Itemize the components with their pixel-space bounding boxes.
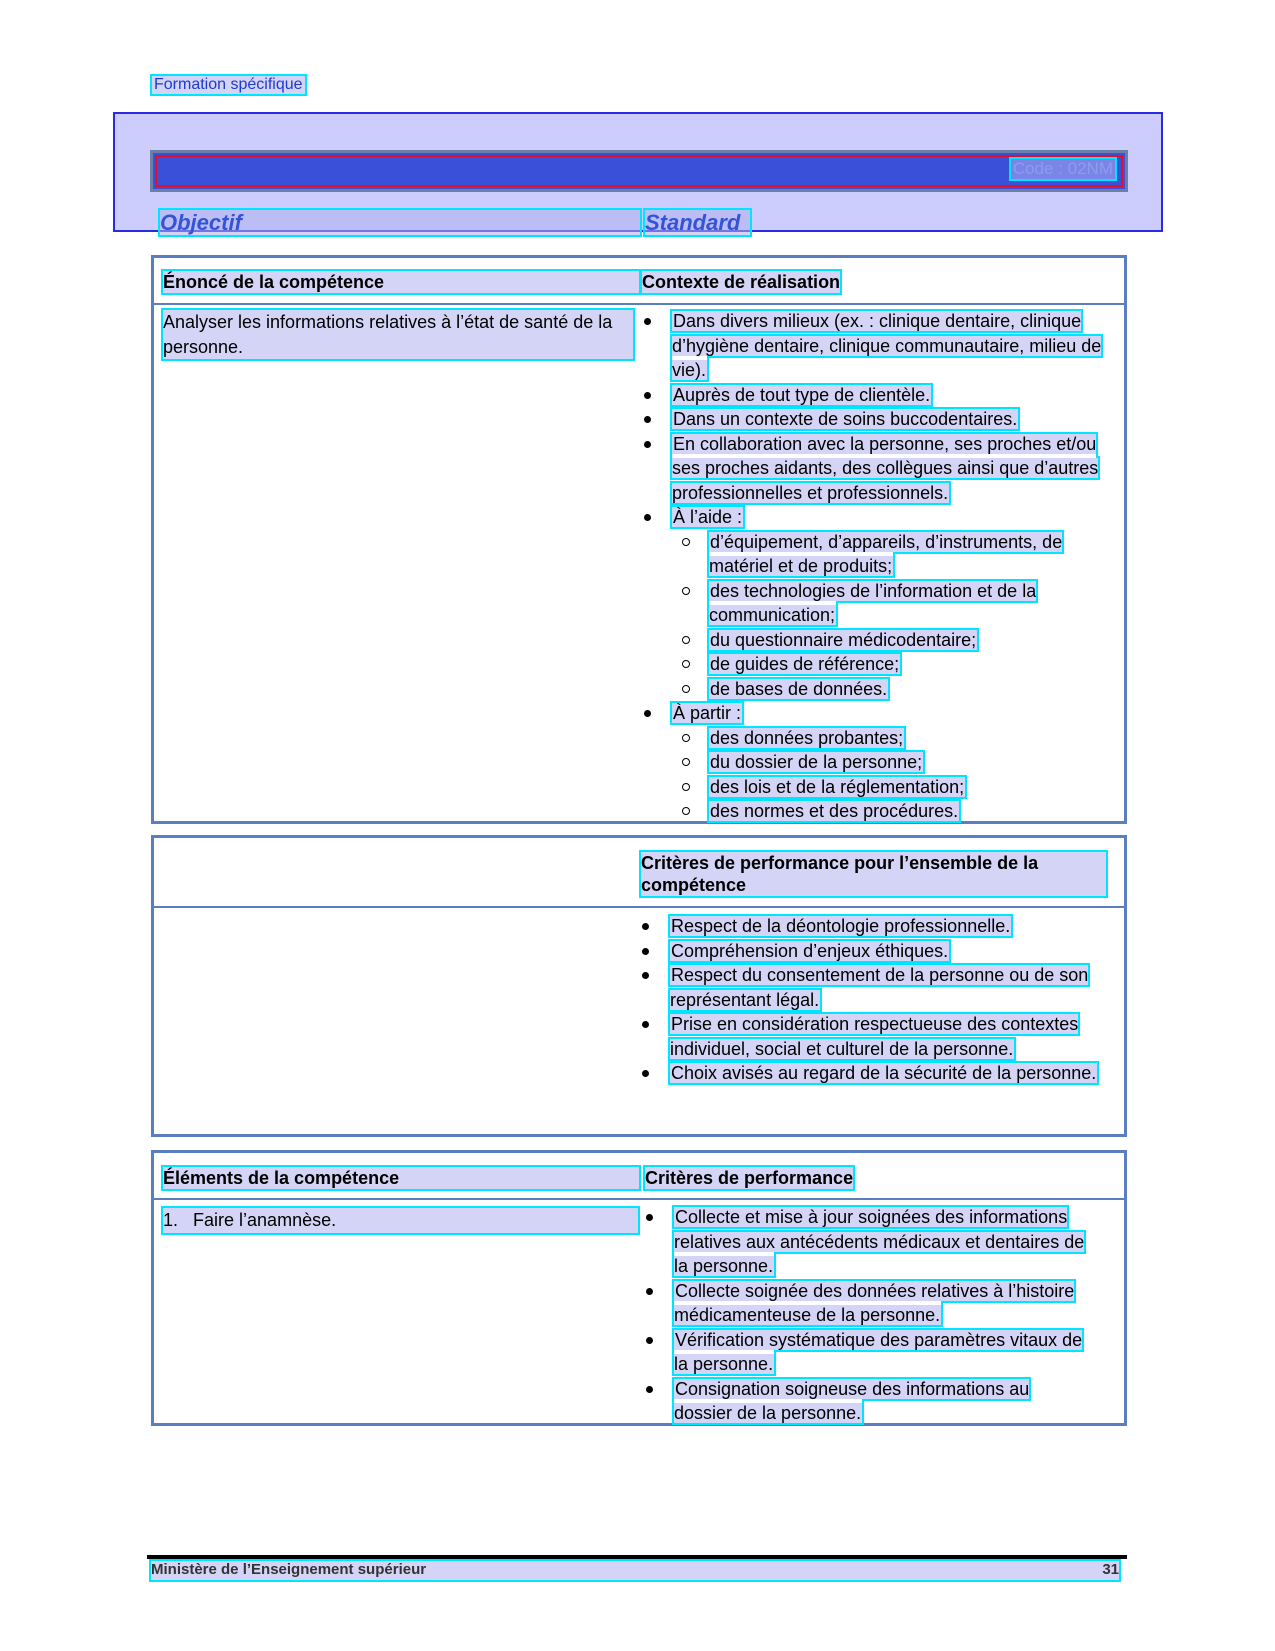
list-item-text: de bases de données.	[710, 678, 888, 699]
bullet-icon	[646, 1288, 653, 1295]
competency-statement-box	[151, 255, 1127, 824]
context-item	[644, 309, 1116, 383]
list-item-text: du dossier de la personne;	[710, 752, 923, 772]
context-subitem	[672, 750, 1116, 775]
list-item-text: Prise en considération respectueuse des contextes individuel, social et culturel de la personne.	[670, 1014, 1079, 1059]
bullet-icon	[644, 710, 651, 717]
bullet-icon	[644, 416, 651, 423]
circle-bullet-icon	[682, 807, 690, 815]
criteria-item	[642, 1061, 1116, 1086]
circle-bullet-icon	[682, 660, 690, 668]
ministry-name: Ministère de l’Enseignement supérieur	[151, 1561, 427, 1578]
context-list	[644, 309, 1116, 824]
circle-bullet-icon	[682, 758, 690, 766]
bullet-icon	[642, 1021, 649, 1028]
list-item-text: À partir :	[673, 703, 742, 723]
list-item-text: Vérification systématique des paramètres vitaux de la personne.	[674, 1329, 1083, 1374]
statement-header: Énoncé de la compétence	[163, 271, 639, 293]
context-subitem	[672, 677, 1116, 702]
criteria-item	[646, 1205, 1086, 1279]
bullet-icon	[642, 923, 649, 930]
criteria-item	[646, 1377, 1086, 1426]
list-item-text: En collaboration avec la personne, ses proches et/ou ses proches aidants, des collègues ainsi que d’autres professionnelles et professionnels.	[672, 433, 1099, 503]
circle-bullet-icon	[682, 636, 690, 644]
bullet-icon	[646, 1386, 653, 1393]
context-subitem	[672, 628, 1116, 653]
code-bar	[150, 150, 1128, 192]
circle-bullet-icon	[682, 587, 690, 595]
elements-box	[151, 1150, 1127, 1426]
context-item	[644, 701, 1116, 824]
bullet-icon	[644, 318, 651, 325]
context-item	[644, 407, 1116, 432]
list-item-text: Compréhension d’enjeux éthiques.	[671, 940, 949, 961]
context-subitem	[672, 775, 1116, 800]
context-subitem	[672, 726, 1116, 751]
running-head: Formation spécifique	[154, 76, 303, 93]
page-number: 31	[1102, 1561, 1119, 1578]
element-item	[163, 1208, 638, 1233]
list-item-text: des lois et de la réglementation;	[710, 776, 965, 797]
list-item-text: À l’aide :	[673, 507, 743, 527]
context-header: Contexte de réalisation	[642, 272, 841, 292]
criteria-item	[642, 914, 1116, 939]
bullet-icon	[642, 1070, 649, 1077]
footer-rule	[147, 1555, 1127, 1559]
bullet-icon	[644, 514, 651, 521]
bullet-icon	[646, 1214, 653, 1221]
context-sublist	[672, 726, 1116, 824]
global-criteria-box	[151, 835, 1127, 1137]
criteria-item	[642, 963, 1116, 1012]
circle-bullet-icon	[682, 734, 690, 742]
bullet-icon	[642, 972, 649, 979]
list-item-text: Choix avisés au regard de la sécurité de la personne.	[671, 1063, 1097, 1083]
list-item-text: d’équipement, d’appareils, d’instruments, de matériel et de produits;	[709, 531, 1063, 576]
context-subitem	[672, 530, 1116, 579]
list-item-text: Auprès de tout type de clientèle.	[673, 384, 931, 405]
circle-bullet-icon	[682, 685, 690, 693]
circle-bullet-icon	[682, 538, 690, 546]
list-item-text: de guides de référence;	[710, 654, 900, 674]
global-criteria-header: Critères de performance pour l’ensemble de la compétence	[641, 852, 1106, 896]
element-text: Faire l’anamnèse.	[193, 1210, 337, 1230]
list-item-text: Dans un contexte de soins buccodentaires.	[673, 409, 1018, 429]
list-item-text: des normes et des procédures.	[710, 801, 959, 821]
list-item-text: des technologies de l’information et de la communication;	[709, 580, 1037, 625]
performance-header: Critères de performance	[645, 1168, 854, 1188]
criteria-item	[642, 1012, 1116, 1061]
list-item-text: Collecte et mise à jour soignées des informations relatives aux antécédents médicaux et dentaires de la personne.	[674, 1207, 1085, 1276]
list-item-text: Consignation soigneuse des informations au dossier de la personne.	[674, 1378, 1030, 1423]
code-bar-frame	[155, 155, 1123, 187]
element-number: 1.	[163, 1210, 179, 1230]
criteria-item	[646, 1279, 1086, 1328]
list-item-text: des données probantes;	[710, 727, 904, 748]
context-item	[644, 383, 1116, 408]
list-item-text: Respect de la déontologie professionnelle.	[671, 916, 1011, 936]
global-criteria-list	[642, 914, 1116, 1086]
standard-label: Standard	[645, 210, 750, 235]
context-sublist	[672, 530, 1116, 702]
criteria-item	[646, 1328, 1086, 1377]
footer	[151, 1561, 1119, 1580]
context-subitem	[672, 652, 1116, 677]
circle-bullet-icon	[682, 783, 690, 791]
bullet-icon	[646, 1337, 653, 1344]
context-subitem	[672, 799, 1116, 824]
competency-statement: Analyser les informations relatives à l’état de santé de la personne.	[163, 310, 633, 359]
objectif-label: Objectif	[160, 210, 640, 235]
list-item-text: du questionnaire médicodentaire;	[710, 629, 977, 650]
bullet-icon	[644, 441, 651, 448]
context-item	[644, 505, 1116, 701]
list-item-text: Respect du consentement de la personne ou de son représentant légal.	[670, 965, 1089, 1010]
competency-code: Code : 02NM	[1012, 159, 1113, 178]
list-item-text: Dans divers milieux (ex. : clinique dentaire, clinique d’hygiène dentaire, clinique communautaire, milieu de vie).	[672, 311, 1102, 380]
elements-header: Éléments de la compétence	[163, 1167, 639, 1189]
context-item	[644, 432, 1116, 506]
element-criteria-list	[646, 1205, 1086, 1426]
context-subitem	[672, 579, 1116, 628]
bullet-icon	[644, 392, 651, 399]
bullet-icon	[642, 948, 649, 955]
criteria-item	[642, 939, 1116, 964]
list-item-text: Collecte soignée des données relatives à l’histoire médicamenteuse de la personne.	[674, 1280, 1075, 1325]
